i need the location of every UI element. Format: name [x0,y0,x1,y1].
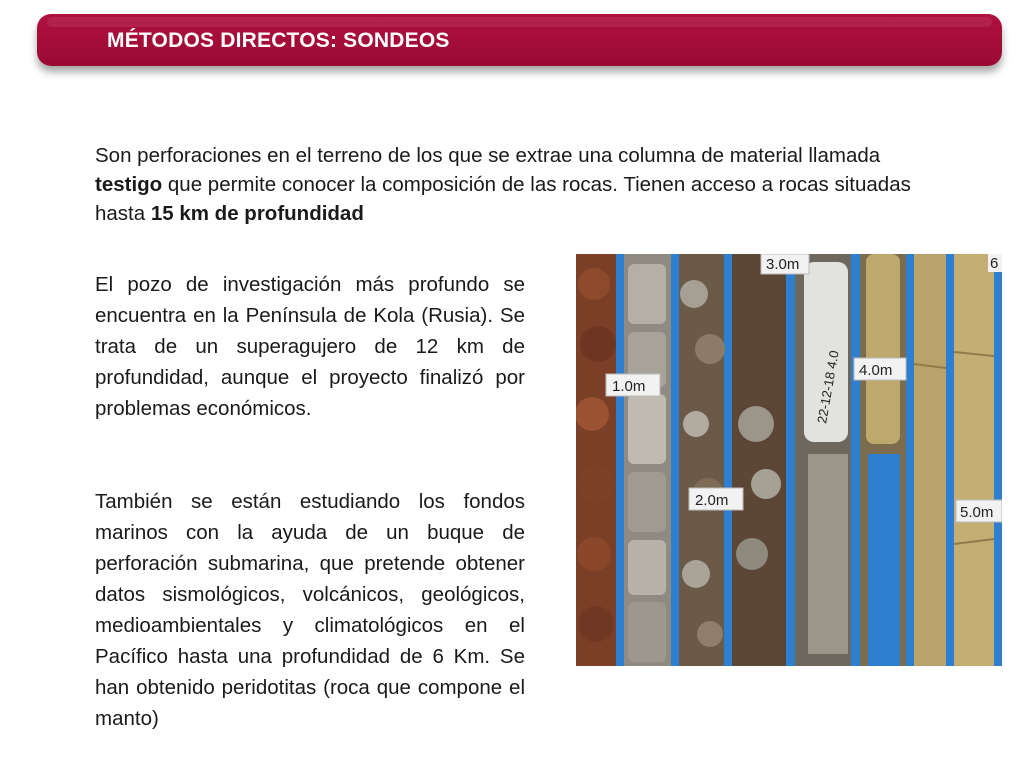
intro-text-1: Son perforaciones en el terreno de los que se extrae una columna de material llamada [95,144,881,167]
slide-title: MÉTODOS DIRECTOS: SONDEOS [107,29,450,52]
svg-text:4.0m: 4.0m [859,362,893,379]
depth-label-5m [956,500,1002,522]
depth-label-2m [689,488,743,510]
svg-text:1.0m: 1.0m [612,378,646,395]
svg-text:5.0m: 5.0m [960,504,994,521]
intro-bold-testigo: testigo [95,173,163,196]
intro-paragraph [95,141,935,228]
depth-label-4m [854,358,906,380]
marine-paragraph: También se están estudiando los fondos marinos con la ayuda de un buque de perforación submarina, que pretende obtener datos sismológicos, volcánicos, geológicos, medioambientales y climatológicos en el Pacífico hasta una profundidad de 6 Km. Se han obtenido peridotitas (roca que compone el manto) [95,490,525,730]
intro-text-2: que permite conocer la composición de las rocas. Tienen acceso a rocas situadas hasta [95,173,911,225]
depth-label-3m [761,254,809,274]
svg-text:2.0m: 2.0m [695,492,729,509]
svg-text:22-12-18 4.0: 22-12-18 4.0 [814,349,842,425]
core-samples-photo [576,254,1002,666]
intro-bold-depth: 15 km de profundidad [150,202,364,225]
svg-text:3.0m: 3.0m [766,256,800,273]
depth-label-1m [606,374,660,396]
depth-label-6 [988,254,1002,272]
svg-text:6: 6 [990,255,999,272]
kola-paragraph: El pozo de investigación más profundo se encuentra en la Península de Kola (Rusia). Se trata de un superagujero de 12 km de profundidad, aunque el proyecto finalizó por problemas económicos. [95,273,525,420]
title-bar [37,14,1002,66]
